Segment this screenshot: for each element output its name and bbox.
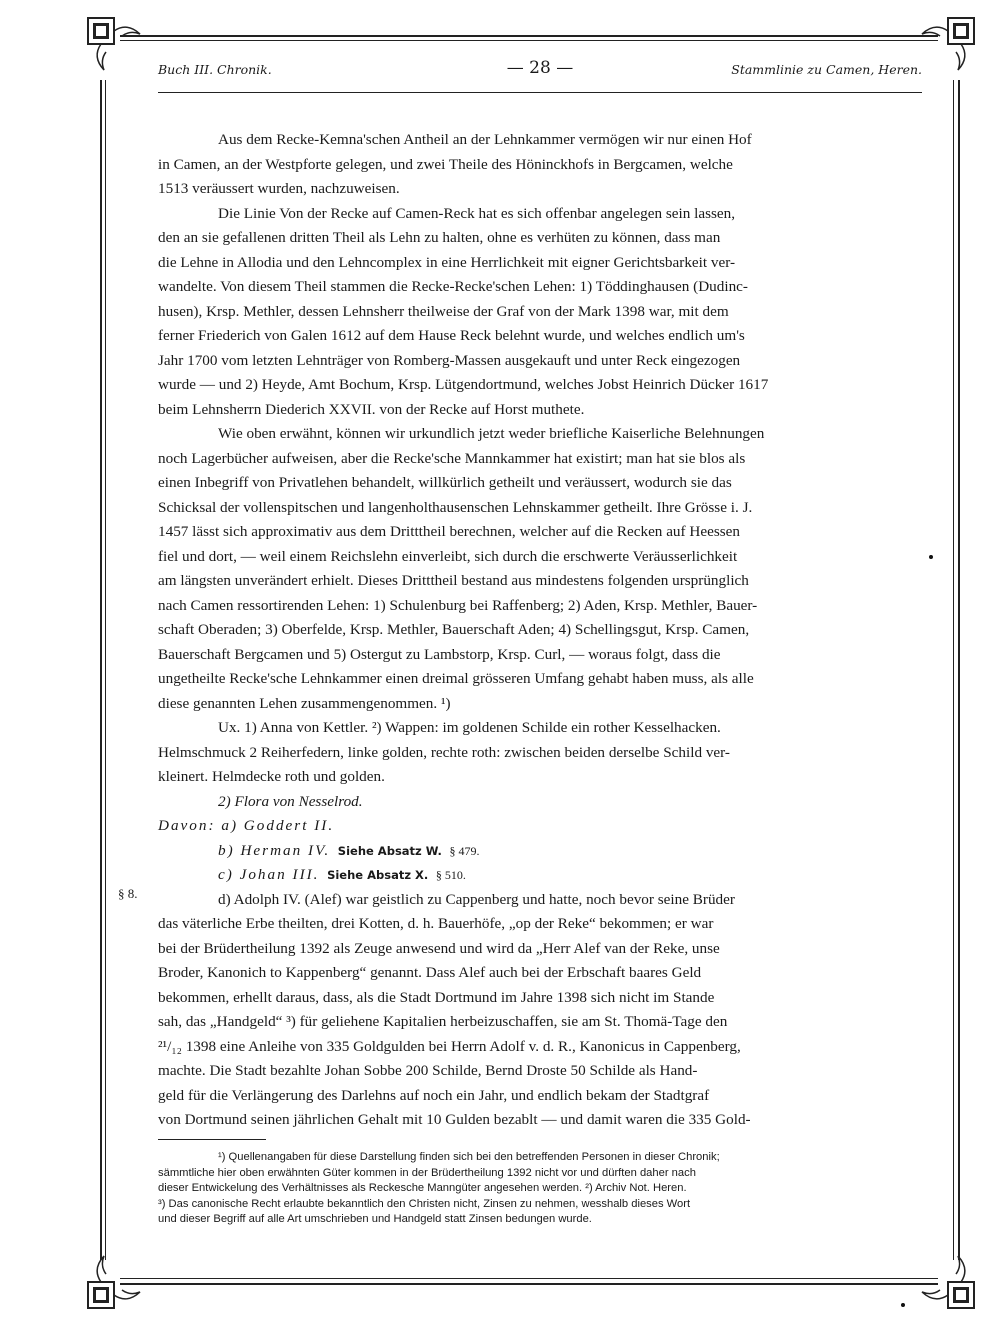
border-left-line-inner	[105, 80, 106, 1260]
text-line: sah, das „Handgeld“ ³) für geliehene Kapitalien herbeizuschaffen, sie am St. Thomä-Tage den	[158, 1013, 728, 1030]
footnote-rule	[158, 1139, 266, 1140]
corner-ornament-top-right	[918, 12, 980, 74]
paragraph-6-cont	[158, 912, 922, 1133]
text-line: in Camen, an der Westpforte gelegen, und zwei Theile des Höninckhofs in Bergcamen, welche	[158, 155, 733, 173]
text-line: ²¹/₁₂ 1398 eine Anleihe von 335 Goldgulden bei Herrn Adolf v. d. R., Kanonicus in Cappenberg,	[158, 1037, 741, 1055]
text-line: 1513 veräussert wurden, nachzuweisen.	[158, 180, 400, 197]
text-line: ferner Friederich von Galen 1612 auf dem Hause Reck belehnt wurde, und welches endlich um's	[158, 327, 745, 344]
border-bottom-line-inner	[120, 1278, 938, 1279]
text-line: 1457 lässt sich approximativ aus dem Dritttheil berechnen, welcher auf die Recken auf Heessen	[158, 523, 740, 540]
page-number: — 28 —	[506, 58, 574, 78]
text-line: machte. Die Stadt bezahlte Johan Sobbe 200 Schilde, Bernd Droste 50 Schilde als Hand-	[158, 1062, 698, 1079]
text-line: beim Lehnsherrn Diederich XXVII. von der Recke auf Horst muthete.	[158, 400, 585, 418]
text-line: das väterliche Erbe theilten, drei Kotten, d. h. Bauerhöfe, „op der Reke“ bekommen; er war	[158, 915, 714, 932]
text-line: den an sie gefallenen dritten Theil als Lehn zu halten, ohne es verhüten zu können, dass man	[158, 229, 721, 246]
text-line: noch Lagerbücher aufweisen, aber die Recke'sche Mannkammer hat existirt; man hat sie blos als	[158, 449, 746, 467]
border-top-line-inner	[120, 40, 938, 41]
paragraph-4-cont	[158, 741, 922, 790]
text-line: Jahr 1700 vom letzten Lehnträger von Romberg-Massen ausgekauft und unter Reck eingezogen	[158, 351, 741, 369]
text-line: Wie oben erwähnt, können wir urkundlich jetzt weder briefliche Kaiserliche Belehnungen	[218, 425, 765, 442]
paragraph-5	[158, 790, 922, 815]
text-line: einen Inbegriff von Privatlehen behandelt, willkürlich getheilt und veräussert, wodurch sie das	[158, 474, 732, 491]
text-line: wurde — und 2) Heyde, Amt Bochum, Krsp. Lütgendortmund, welches Jobst Heinrich Dücker 1617	[158, 376, 769, 393]
text-line: Ux. 1) Anna von Kettler. ²) Wappen: im goldenen Schilde ein rother Kesselhacken.	[218, 719, 721, 736]
footnote-line: und dieser Begriff auf alle Art umschrieben und Handgeld statt Zinsen bedungen wurde.	[158, 1213, 592, 1226]
paragraph-3-cont	[158, 447, 922, 717]
text-line: 2) Flora von Nesselrod.	[218, 792, 363, 810]
text-line: diese genannten Lehen zusammengenommen. ¹)	[158, 694, 451, 712]
text-line: die Lehne in Allodia und den Lehncomplex in eine Herrlichkeit mit eigner Gerichtsbarkeit ver-	[158, 253, 736, 271]
text-line: nach Camen ressortirenden Lehen: 1) Schulenburg bei Raffenberg; 2) Aden, Krsp. Methler, Bauer-	[158, 596, 758, 614]
corner-ornament-top-left	[82, 12, 144, 74]
text-line: Bauerschaft Bergcamen und 5) Ostergut zu Lambstorp, Krsp. Curl, — woraus folgt, dass die	[158, 645, 721, 663]
text-line: Broder, Kanonich to Kappenberg“ genannt. Dass Alef auch bei der Erbschaft baares Geld	[158, 964, 702, 981]
text-line: husen), Krsp. Methler, dessen Lehnsherr theilweise der Graf von der Mark 1398 war, mit dem	[158, 302, 729, 320]
descendant-c-ref: Siehe Absatz X.	[327, 868, 429, 882]
border-right-line	[958, 80, 960, 1260]
page-dot	[901, 1303, 905, 1307]
descendant-b-ref: Siehe Absatz W.	[337, 843, 442, 858]
section-mark: § 8.	[118, 886, 138, 901]
paragraph-3	[158, 422, 922, 447]
paragraph-1-cont	[158, 153, 922, 202]
text-line: fiel und dort, — weil einem Reichslehn einverleibt, sich durch die erschwerte Veräusserlichkeit	[158, 547, 738, 565]
text-line: bekommen, erhellt daraus, dass, als die Stadt Dortmund im Jahre 1398 sich nicht im Stande	[158, 988, 715, 1006]
text-line: von Dortmund seinen jährlichen Gehalt mit 10 Gulden bezablt — und damit waren die 335 Gold-	[158, 1111, 751, 1128]
margin-dot	[929, 555, 933, 559]
border-right-line-inner	[953, 80, 954, 1260]
border-bottom-line	[120, 1283, 938, 1285]
descendant-c-name: c) Johan III.	[218, 866, 320, 883]
paragraph-2-cont	[158, 226, 922, 422]
header-book-title: Buch III. Chronik.	[158, 62, 272, 77]
main-text	[158, 128, 922, 1133]
text-line: Helmschmuck 2 Reiherfedern, linke golden, rechte roth: zwischen beiden derselbe Schild ver-	[158, 743, 730, 761]
descendant-b	[158, 839, 922, 864]
descendant-a: Davon: a) Goddert II.	[158, 817, 335, 834]
text-line: geld für die Verlängerung des Darlehns auf noch ein Jahr, und endlich bekam der Stadtgraf	[158, 1086, 710, 1104]
text-line: bei der Brüdertheilung 1392 als Zeuge anwesend und wird da „Herr Alef van der Reke, unse	[158, 939, 720, 957]
footnote-line: sämmtliche hier oben erwähnten Güter kommen in der Brüdertheilung 1392 nicht vor und dürften daher nach	[158, 1166, 696, 1179]
border-top-line	[120, 35, 938, 37]
header-section-title: Stammlinie zu Camen, Heren.	[731, 62, 922, 77]
text-line: Die Linie Von der Recke auf Camen-Reck hat es sich offenbar angelegen sein lassen,	[218, 204, 736, 222]
text-line: schaft Oberaden; 3) Oberfelde, Krsp. Methler, Bauerschaft Aden; 4) Schellingsgut, Krsp. Camen,	[158, 621, 750, 638]
running-header	[158, 58, 922, 82]
text-line: Schicksal der vollenspitschen und langenholthausenschen Lehnskammer getheilt. Ihre Grösse i. J.	[158, 498, 753, 516]
text-line: Aus dem Recke-Kemna'schen Antheil an der Lehnkammer vermögen wir nur einen Hof	[218, 131, 752, 148]
text-line: kleinert. Helmdecke roth und golden.	[158, 768, 385, 785]
text-line: wandelte. Von diesem Theil stammen die Recke-Recke'schen Lehen: 1) Töddinghausen (Dudinc-	[158, 278, 748, 295]
footnotes	[158, 1150, 922, 1228]
paragraph-1	[158, 128, 922, 153]
paragraph-4	[158, 716, 922, 741]
descendant-b-name: b) Herman IV.	[218, 841, 331, 859]
header-rule	[158, 92, 922, 93]
descendants-list	[158, 814, 922, 888]
footnote-line: dieser Entwickelung des Verhältnisses als Reckesche Manngüter angesehen werden. ²) Archiv Not. Heren.	[158, 1182, 687, 1195]
footnote-line: ¹) Quellenangaben für diese Darstellung finden sich bei den betreffenden Personen in dieser Chronik;	[218, 1151, 720, 1163]
descendant-b-section: § 479.	[449, 843, 480, 858]
paragraph-2	[158, 202, 922, 227]
text-line: ungetheilte Recke'sche Lehnkammer einen dreimal grösseren Umfang gehabt haben muss, als alle	[158, 670, 754, 687]
descendant-c-section: § 510.	[435, 868, 466, 882]
corner-ornament-bottom-left	[82, 1252, 144, 1314]
border-left-line	[100, 80, 102, 1260]
descendant-c	[158, 863, 922, 888]
corner-ornament-bottom-right	[918, 1252, 980, 1314]
text-line: d) Adolph IV. (Alef) war geistlich zu Cappenberg und hatte, noch bevor seine Brüder	[218, 890, 735, 908]
paragraph-6	[158, 888, 922, 913]
footnote-line: ³) Das canonische Recht erlaubte bekanntlich den Christen nicht, Zinsen zu nehmen, wesshalb dieses Wort	[158, 1197, 691, 1210]
text-line: am längsten unverändert erhielt. Dieses Dritttheil bestand aus mindestens folgenden ursprünglich	[158, 572, 749, 589]
